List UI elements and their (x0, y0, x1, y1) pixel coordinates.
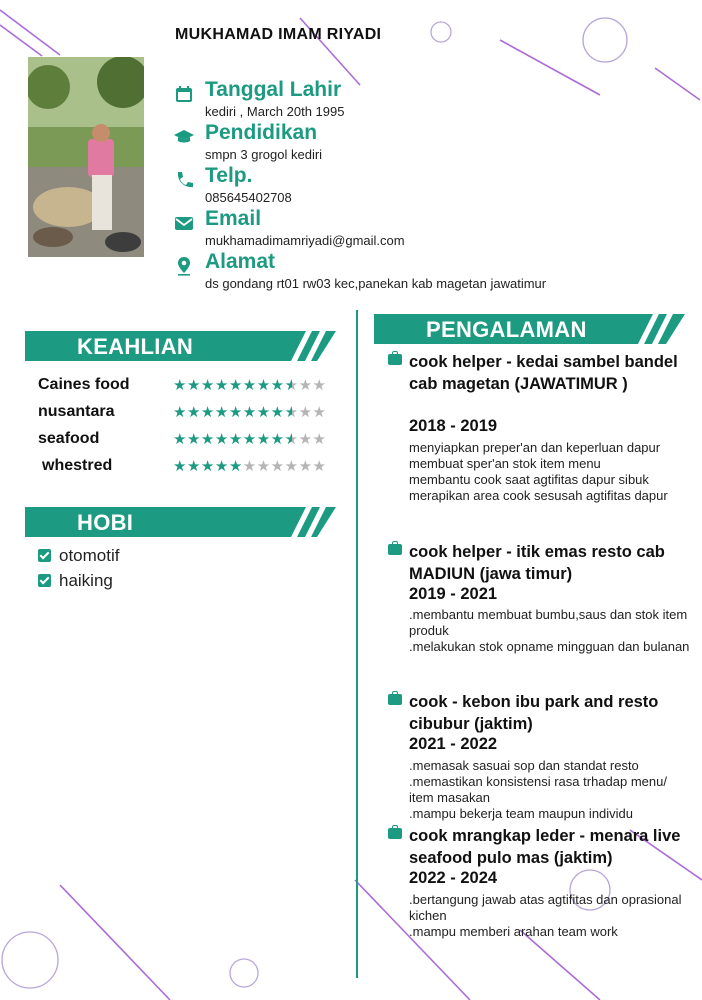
address-value: ds gondang rt01 rw03 kec,panekan kab magetan jawatimur (205, 276, 547, 291)
star-icon: ★ (312, 404, 327, 421)
star-icon: ★ (242, 404, 257, 421)
star-icon: ★ (256, 458, 271, 475)
star-icon: ★ (173, 404, 187, 421)
star-icon: ★ (200, 458, 215, 475)
star-icon: ★ (284, 458, 299, 475)
column-divider (356, 310, 358, 978)
star-icon: ★ (214, 377, 229, 394)
star-icon: ★ (200, 431, 215, 448)
graduation-cap-icon (174, 127, 194, 147)
email-label: Email (205, 207, 262, 230)
hobbies-heading: HOBI (77, 510, 134, 535)
experience-heading: PENGALAMAN (426, 317, 587, 342)
birth-value: kediri , March 20th 1995 (205, 104, 345, 119)
education-label: Pendidikan (205, 121, 318, 144)
experience-title: cook - kebon ibu park and resto cibubur (jaktim) (409, 693, 659, 733)
star-icon: ★ (284, 431, 299, 448)
star-icon: ★ (214, 458, 229, 475)
star-icon: ★ (173, 377, 187, 394)
star-icon: ★ (186, 431, 201, 448)
skill-name: whestred (42, 457, 113, 474)
hobby-item (38, 571, 113, 591)
star-icon: ★ (284, 377, 299, 394)
skill-rating (173, 459, 326, 475)
skill-rating (173, 432, 326, 448)
star-icon: ★ (270, 377, 285, 394)
star-icon: ★ (284, 404, 299, 421)
phone-icon (174, 170, 194, 190)
star-icon: ★ (256, 404, 271, 421)
star-icon: ★ (298, 431, 313, 448)
address-label: Alamat (205, 250, 276, 273)
star-icon: ★ (228, 431, 243, 448)
star-icon: ★ (270, 431, 285, 448)
skill-name: seafood (38, 430, 100, 447)
star-icon: ★ (186, 404, 201, 421)
skill-name: Caines food (38, 376, 130, 393)
experience-years: 2021 - 2022 (409, 735, 498, 753)
experience-banner (374, 314, 685, 344)
experience-years: 2018 - 2019 (409, 417, 498, 435)
skill-rating (173, 405, 326, 421)
star-icon: ★ (173, 458, 187, 475)
phone-value: 085645402708 (205, 190, 292, 205)
education-value: smpn 3 grogol kediri (205, 147, 323, 162)
star-icon: ★ (298, 458, 313, 475)
hobby-item (38, 546, 119, 566)
skills-banner (25, 331, 336, 361)
experience-title: cook helper - kedai sambel bandel cab magetan (JAWATIMUR ) (409, 353, 678, 393)
hobbies-banner (25, 507, 336, 537)
email-value: mukhamadimamriyadi@gmail.com (205, 233, 405, 248)
checkbox-icon (38, 549, 51, 562)
star-icon: ★ (312, 377, 327, 394)
skill-rating (173, 378, 326, 394)
star-icon: ★ (200, 377, 215, 394)
star-icon: ★ (298, 377, 313, 394)
experience-desc: menyiapkan preper'an dan keperluan dapur membuat sper'an stok item menu membantu cook saat agtifitas dapur sibuk merapikan area cook sesusah agtifitas dapur (409, 440, 668, 503)
experience-title: cook helper - itik emas resto cab MADIUN (jawa timur) (409, 543, 665, 583)
star-icon: ★ (228, 458, 243, 475)
hobby-label: otomotif (59, 546, 120, 565)
person-name: MUKHAMAD IMAM RIYADI (175, 26, 382, 43)
checkbox-icon (38, 574, 51, 587)
experience-desc: .memasak sasuai sop dan standat resto .memastikan konsistensi rasa trhadap menu/ item masakan .mampu bekerja team maupun individu (409, 758, 667, 821)
star-icon: ★ (298, 404, 313, 421)
email-icon (174, 213, 194, 233)
star-icon: ★ (256, 431, 271, 448)
star-icon: ★ (186, 458, 201, 475)
briefcase-icon (388, 828, 402, 839)
experience-desc: .membantu membuat bumbu,saus dan stok item produk .melakukan stok opname mingguan dan bulanan (409, 607, 690, 654)
star-icon: ★ (242, 458, 257, 475)
briefcase-icon (388, 544, 402, 555)
location-pin-icon (174, 256, 194, 276)
experience-desc: .bertangung jawab atas agtifitas dan oprasional kichen .mampu memberi arahan team work (409, 892, 682, 939)
star-icon: ★ (228, 377, 243, 394)
star-icon: ★ (173, 431, 187, 448)
star-icon: ★ (242, 377, 257, 394)
star-icon: ★ (312, 431, 327, 448)
star-icon: ★ (214, 431, 229, 448)
hobby-label: haiking (59, 571, 113, 590)
star-icon: ★ (214, 404, 229, 421)
briefcase-icon (388, 694, 402, 705)
star-icon: ★ (270, 458, 285, 475)
star-icon: ★ (228, 404, 243, 421)
phone-label: Telp. (205, 164, 253, 187)
experience-years: 2022 - 2024 (409, 869, 498, 887)
skill-name: nusantara (38, 403, 115, 420)
star-icon: ★ (200, 404, 215, 421)
star-icon: ★ (242, 431, 257, 448)
star-icon: ★ (312, 458, 327, 475)
briefcase-icon (388, 354, 402, 365)
birth-label: Tanggal Lahir (205, 78, 342, 101)
profile-photo (28, 57, 144, 257)
experience-title: cook mrangkap leder - menara live seafood pulo mas (jaktim) (409, 827, 681, 867)
experience-years: 2019 - 2021 (409, 585, 498, 603)
star-icon: ★ (256, 377, 271, 394)
calendar-icon (174, 84, 194, 104)
star-icon: ★ (186, 377, 201, 394)
star-icon: ★ (270, 404, 285, 421)
skills-heading: KEAHLIAN (77, 334, 194, 359)
